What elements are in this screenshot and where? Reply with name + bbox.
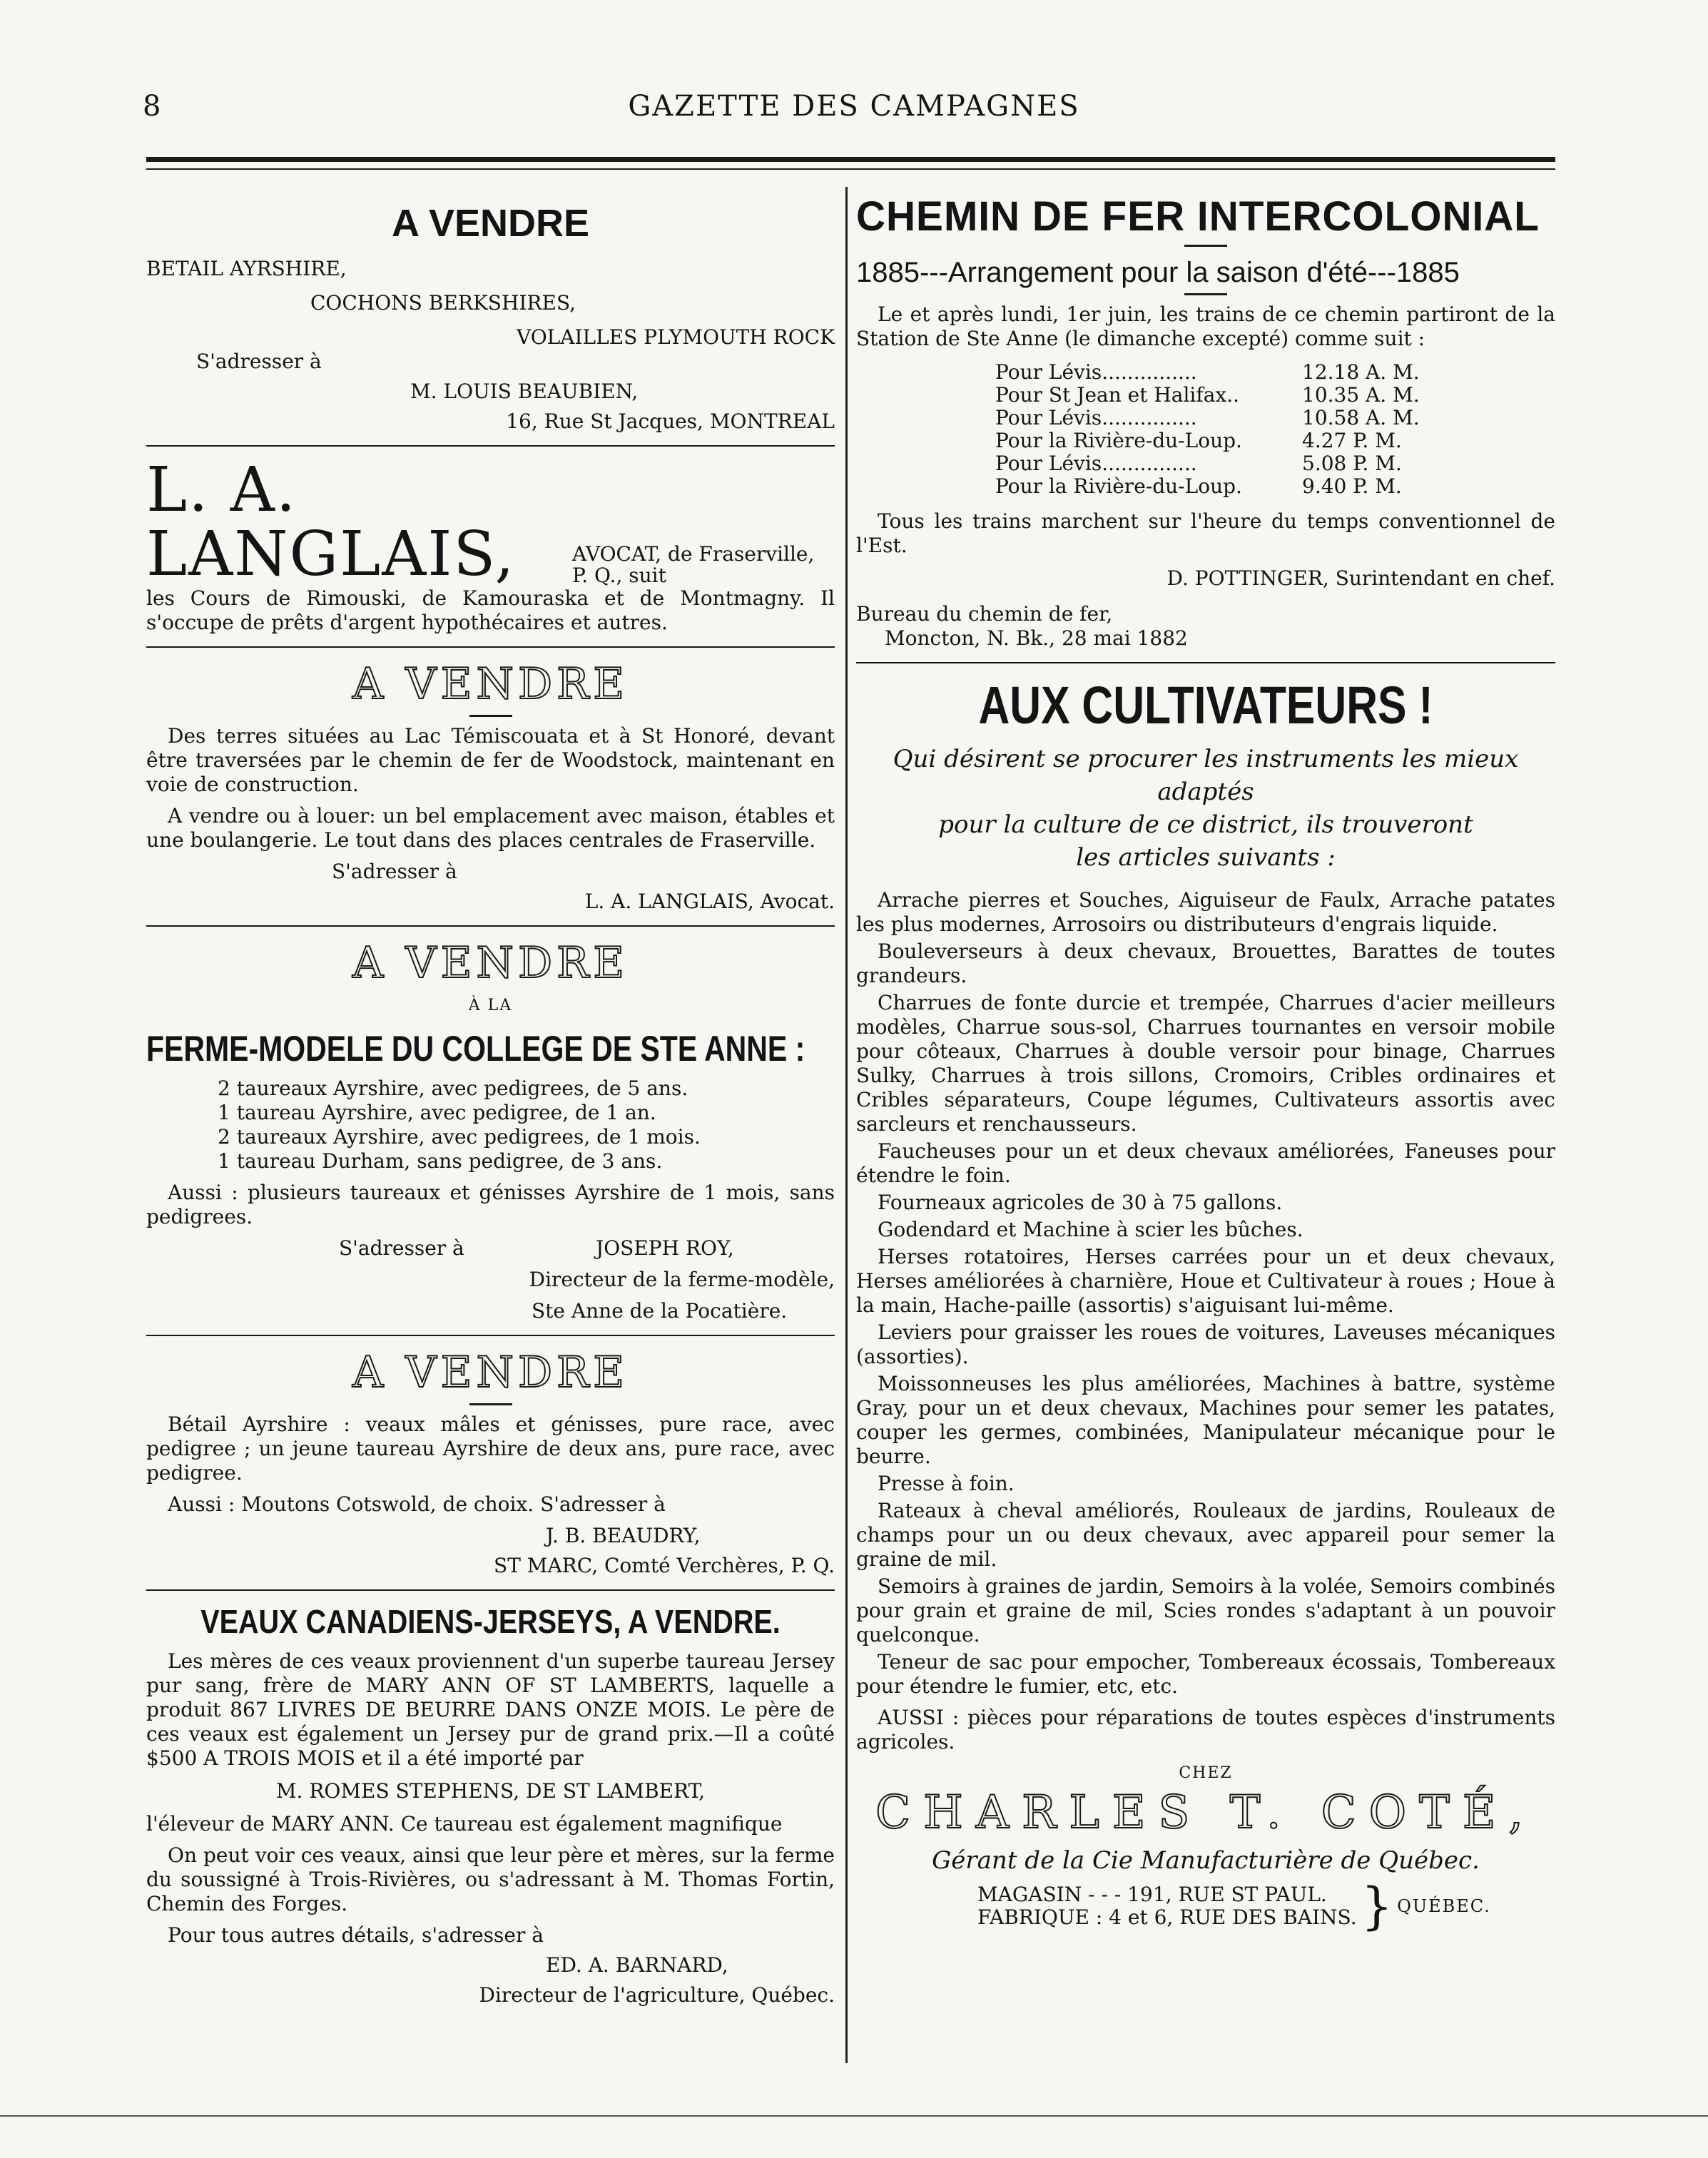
ad-paragraph: On peut voir ces veaux, ainsi que leur père et mères, sur la ferme du soussigné à Trois-Rivières, ou s'adressant à M. Thomas Fortin, Chemin des Forges. <box>146 1843 835 1915</box>
heading-rule <box>1184 245 1227 247</box>
contact-name: JOSEPH ROY, <box>596 1236 734 1260</box>
contact-prompt: S'adresser à <box>332 860 457 883</box>
list-item: Moissonneuses les plus améliorées, Machines à battre, système Gray, pour un et deux chevaux, Machines pour semer les patates, couper les germes, combinées, Manipulateur mécanique pour le beurre. <box>856 1372 1555 1468</box>
list-item: Leviers pour graisser les roues de voitures, Laveuses mécaniques (assorties). <box>856 1320 1555 1368</box>
ad-terres-temiscouata <box>146 659 835 914</box>
merchant-role: Gérant de la Cie Manufacturière de Québec. <box>932 1846 1480 1875</box>
ad-paragraph: Aussi : Moutons Cotswold, de choix. S'adresser à <box>168 1492 666 1516</box>
list-item: Bouleverseurs à deux chevaux, Brouettes, Barattes de toutes grandeurs. <box>856 940 1555 987</box>
newspaper-title: GAZETTE DES CAMPAGNES <box>628 90 1080 123</box>
contact-name: ED. A. BARNARD, <box>546 1953 728 1977</box>
ad-line: COCHONS BERKSHIRES, <box>310 291 576 315</box>
contact-address: 16, Rue St Jacques, MONTREAL <box>506 409 835 433</box>
list-item: Semoirs à graines de jardin, Semoirs à la volée, Semoirs combinés pour grain et graine de mil, Scies rondes s'adaptant à un pouvoir quelconque. <box>856 1574 1555 1647</box>
address-fabrique: FABRIQUE : 4 et 6, RUE DES BAINS. <box>977 1905 1357 1929</box>
address-magasin: MAGASIN - - - 191, RUE ST PAUL. <box>977 1883 1327 1906</box>
contact-prompt: S'adresser à <box>339 1236 464 1260</box>
merchant-address <box>977 1877 1555 1935</box>
list-item: Presse à foin. <box>878 1472 1015 1495</box>
right-column <box>856 187 1555 1935</box>
list-item: 1 taureau Durham, sans pedigree, de 3 ans. <box>218 1149 663 1173</box>
ad-line: BETAIL AYRSHIRE, <box>146 257 347 280</box>
schedule-time: 4.27 P. M. <box>1302 429 1402 452</box>
section-rule <box>146 646 835 648</box>
rail-intro: Le et après lundi, 1er juin, les trains de ce chemin partiront de la Station de Ste Anne (le dimanche excepté) comme suit : <box>856 302 1555 350</box>
schedule-time: 10.35 A. M. <box>1302 383 1420 407</box>
rail-arrangement: 1885---Arrangement pour la saison d'été---1885 <box>856 257 1460 288</box>
contact-name: J. B. BEAUDRY, <box>546 1524 701 1547</box>
ad-heading: A VENDRE <box>352 938 629 988</box>
chez-label: CHEZ <box>1179 1764 1233 1782</box>
contact-role: Directeur de la ferme-modèle, <box>529 1268 835 1291</box>
ad-beaudry <box>146 1348 835 1578</box>
ad-title: VEAUX CANADIENS-JERSEYS, A VENDRE. <box>200 1603 781 1640</box>
ad-paragraph: Pour tous autres détails, s'adresser à <box>168 1923 544 1947</box>
merchant-name: CHARLES T. COTÉ, <box>875 1786 1536 1839</box>
contact-prompt: S'adresser à <box>196 350 322 373</box>
ad-paragraph: Aussi : plusieurs taureaux et génisses Ayrshire de 1 mois, sans pedigrees. <box>146 1181 835 1228</box>
schedule-destination: Pour Lévis............... <box>995 406 1197 429</box>
ad-line: VOLAILLES PLYMOUTH ROCK <box>517 325 835 349</box>
page-number: 8 <box>143 90 161 123</box>
ad-heading: A VENDRE <box>352 1348 629 1398</box>
list-item: Teneur de sac pour empocher, Tombereaux écossais, Tombereaux pour étendre le fumier, etc, etc. <box>856 1650 1555 1698</box>
list-item: 2 taureaux Ayrshire, avec pedigrees, de 1 mois. <box>218 1125 701 1149</box>
ad-subheading: À LA <box>468 997 513 1014</box>
section-rule <box>146 1335 835 1336</box>
schedule-destination: Pour la Rivière-du-Loup. <box>995 474 1242 498</box>
ad-ferme-modele <box>146 938 835 1323</box>
schedule-time: 10.58 A. M. <box>1302 406 1420 429</box>
schedule-destination: Pour la Rivière-du-Loup. <box>995 429 1242 452</box>
schedule-time: 12.18 A. M. <box>1302 360 1420 384</box>
heading-rule <box>1184 293 1227 295</box>
heading-rule <box>469 1403 512 1405</box>
list-item: Rateaux à cheval améliorés, Rouleaux de jardins, Rouleaux de champs pour un ou deux chevaux, avec appareil pour semer la graine de mil. <box>856 1499 1555 1571</box>
ad-paragraph: A vendre ou à louer: un bel emplacement avec maison, étables et une boulangerie. Le tout dans des places centrales de Fraserville. <box>146 804 835 852</box>
ad-title: FERME-MODELE DU COLLEGE DE STE ANNE : <box>146 1029 805 1069</box>
lawyer-name: L. A. LANGLAIS, <box>146 454 516 590</box>
contact-place: ST MARC, Comté Verchères, P. Q. <box>494 1554 835 1577</box>
lawyer-description: les Cours de Rimouski, de Kamouraska et de Montmagny. Il s'occupe de prêts d'argent hypothécaires et autres. <box>146 586 835 634</box>
bottom-rule <box>0 2115 1708 2117</box>
rail-bureau: Bureau du chemin de fer, <box>856 602 1113 626</box>
ad-heading: A VENDRE <box>352 659 629 709</box>
header-rule-thin <box>146 168 1555 170</box>
list-item: Arrache pierres et Souches, Aiguiseur de Faulx, Arrache patates les plus modernes, Arrosoirs ou distributeurs d'engrais liquide. <box>856 888 1555 936</box>
schedule-time: 5.08 P. M. <box>1302 452 1402 475</box>
list-item: Faucheuses pour un et deux chevaux améliorées, Faneuses pour étendre le foin. <box>856 1139 1555 1187</box>
ad-paragraph: Des terres situées au Lac Témiscouata et à St Honoré, devant être traversées par le chemin de fer de Woodstock, maintenant en voie de construction. <box>146 724 835 796</box>
list-item: 1 taureau Ayrshire, avec pedigree, de 1 an. <box>218 1101 656 1124</box>
schedule-row <box>995 407 1423 429</box>
ad-breeder: M. ROMES STEPHENS, DE ST LAMBERT, <box>275 1779 706 1803</box>
column-divider <box>845 187 848 2063</box>
ad-paragraph: l'éleveur de MARY ANN. Ce taureau est également magnifique <box>146 1812 783 1836</box>
ad-veaux-jerseys <box>146 1602 835 2007</box>
aux-intro: Qui désirent se procurer les instruments les mieux adaptés <box>893 745 1519 806</box>
list-item: AUSSI : pièces pour réparations de toutes espèces d'instruments agricoles. <box>856 1706 1555 1754</box>
schedule-destination: Pour Lévis............... <box>995 360 1197 384</box>
schedule-row <box>995 384 1423 407</box>
aux-intro: les articles suivants : <box>1076 843 1336 872</box>
contact-role: Directeur de l'agriculture, Québec. <box>479 1983 835 2007</box>
list-item: Fourneaux agricoles de 30 à 75 gallons. <box>878 1191 1283 1214</box>
heading-rule <box>469 715 512 717</box>
list-item: 2 taureaux Ayrshire, avec pedigrees, de 5 ans. <box>218 1077 688 1100</box>
ad-chemin-de-fer <box>856 193 1555 651</box>
schedule-row <box>995 452 1423 475</box>
item-list <box>856 888 1555 1754</box>
schedule-destination: Pour St Jean et Halifax.. <box>995 383 1240 407</box>
rail-signature: D. POTTINGER, Surintendant en chef. <box>1166 566 1555 590</box>
contact-name: M. LOUIS BEAUBIEN, <box>410 380 639 403</box>
lawyer-title: AVOCAT, de Fraserville, P. Q., suit <box>572 542 815 587</box>
schedule-time: 9.40 P. M. <box>1302 474 1402 498</box>
contact-place: Ste Anne de la Pocatière. <box>532 1299 788 1323</box>
address-city: QUÉBEC. <box>1397 1896 1491 1916</box>
section-rule <box>146 1589 835 1591</box>
schedule-row <box>995 475 1423 498</box>
list-item: Godendard et Machine à scier les bûches. <box>878 1218 1303 1241</box>
left-column <box>146 187 835 2007</box>
section-rule <box>146 445 835 447</box>
rail-note: Tous les trains marchent sur l'heure du temps conventionnel de l'Est. <box>856 509 1555 557</box>
aux-intro: pour la culture de ce district, ils trouveront <box>938 810 1473 839</box>
section-rule <box>146 925 835 927</box>
section-rule <box>856 662 1555 663</box>
contact-signature: L. A. LANGLAIS, Avocat. <box>584 890 835 913</box>
ad-heading: A VENDRE <box>391 202 590 245</box>
aux-title: AUX CULTIVATEURS ! <box>978 676 1433 735</box>
list-item: Herses rotatoires, Herses carrées pour un et deux chevaux, Herses améliorées à charnière, Houe et Cultivateur à roues ; Houe à la main, Hache-paille (assortis) s'aiguisant lui-même. <box>856 1245 1555 1317</box>
header-rule <box>146 157 1555 162</box>
list-item: Charrues de fonte durcie et trempée, Charrues d'acier meilleurs modèles, Charrue sous-sol, Charrues tournantes en versoir mobile pour côteaux, Charrues à double versoir pour binage, Charrues Sulky, Charrues à trois sillons, Cromoirs, Cribles ordinaires et Cribles séparateurs, Coupe légumes, Cultivateurs assortis avec sarcleurs et renchausseurs. <box>856 991 1555 1136</box>
ad-ayrshire-beaubien <box>146 201 835 434</box>
ad-langlais-avocat <box>146 454 835 635</box>
ad-aux-cultivateurs <box>856 675 1555 1935</box>
schedule-destination: Pour Lévis............... <box>995 452 1197 475</box>
rail-bureau-date: Moncton, N. Bk., 28 mai 1882 <box>885 626 1188 650</box>
rail-title: CHEMIN DE FER INTERCOLONIAL <box>856 193 1540 240</box>
schedule-row <box>995 429 1423 452</box>
train-schedule <box>995 361 1423 498</box>
brace-glyph: } <box>1361 1877 1393 1935</box>
ad-paragraph: Les mères de ces veaux proviennent d'un superbe taureau Jersey pur sang, frère de MARY ANN OF ST LAMBERTS, laquelle a produit 867 LIVRES DE BEURRE DANS ONZE MOIS. Le père de ces veaux est également un Jersey pur de grand prix.—Il a coûté $500 A TROIS MOIS et il a été importé par <box>146 1649 835 1770</box>
schedule-row <box>995 361 1423 384</box>
ad-paragraph: Bétail Ayrshire : veaux mâles et génisses, pure race, avec pedigree ; un jeune taureau Ayrshire de deux ans, pure race, avec pedigree. <box>146 1413 835 1485</box>
